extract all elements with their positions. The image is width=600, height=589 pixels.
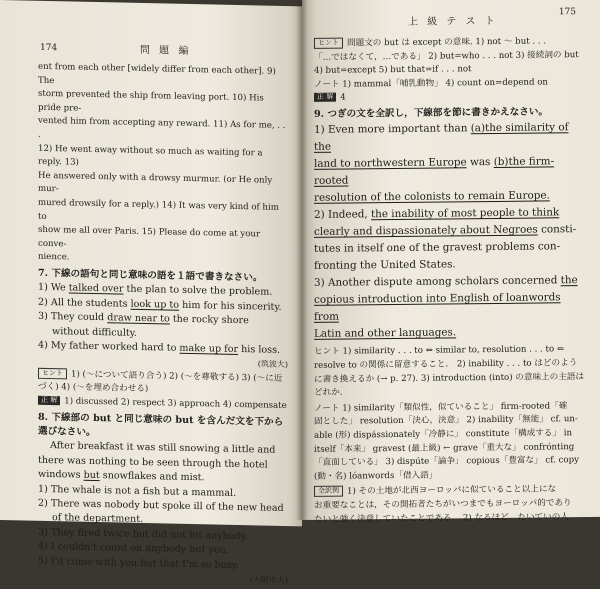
- text-line: itself「本来」 gravest (最上級) ← grave「重大な」 confrónting: [314, 441, 575, 455]
- question-9-line: resolution of the colonists to remain Europe.: [314, 189, 550, 205]
- answer-block: 正 解 1) discussed 2) respect 3) approach 4) compensate: [38, 395, 288, 414]
- text-line: (動・名) lóanwords「借入語」: [314, 470, 438, 482]
- question-8-item: 3) They fired twice but did not hit anybody.: [38, 526, 248, 542]
- question-7-title: 7. 下線の語句と同じ意味の語を１語で書きなさい。: [38, 267, 263, 284]
- right-page: [302, 0, 600, 525]
- text-line: 問題文の but は except の意味. 1) not ～ but . . .: [347, 36, 547, 49]
- translation-block: [314, 483, 586, 527]
- answer-label: 正 解: [314, 93, 336, 102]
- question-9-line: 1) Even more important than (a)the similarity of the: [314, 121, 569, 154]
- page-number-right: 175: [558, 7, 576, 18]
- text-line: たいと強く決意していたことである． 2) なるほど，たいていの人: [314, 511, 569, 525]
- question-7-item: 2) All the students look up to him for his sincerity.: [38, 296, 282, 313]
- continued-answers: [38, 61, 288, 270]
- question-7-item: 3) They could draw near to the rocky shore without difficulty.: [38, 310, 249, 339]
- text-line: 固とした」 resolution「決心，決意」 2) inability「無能」 cf. un-: [314, 414, 578, 428]
- text-line: vented him from accepting any reward. 11) As for me, . . .: [38, 116, 286, 140]
- text-line: He answered only with a drowsy murmur. (or He only mur-: [38, 170, 273, 195]
- left-body: [38, 61, 288, 589]
- text-line: able (形) dispássionately「冷静に」 constitute「構成する」 in: [314, 428, 572, 441]
- source-note: (大阪市大): [249, 575, 288, 586]
- question-9-line: 2) Indeed, the inability of most people to think: [314, 206, 560, 222]
- answer-block: 正 解 4: [314, 89, 586, 105]
- question-8-item: 4) I couldn't count on anybody but you.: [38, 540, 229, 556]
- text-line: どれか.: [314, 387, 343, 399]
- text-line: お重要なことは，その開拓者たちがいつまでもヨーロッパ的であり: [314, 498, 572, 511]
- text-line: ノート 1) mammal「哺乳動物」 4) count on=depend on: [314, 77, 548, 90]
- question-7-item: 1) We talked over the plan to solve the problem.: [38, 282, 273, 299]
- question-9-line: Latin and other languages.: [314, 326, 457, 341]
- running-head-right: 上 級 テ ス ト: [408, 15, 498, 28]
- text-line: nience.: [38, 252, 70, 263]
- question-9-line: clearly and dispassionately about Negroes consti-: [314, 223, 577, 239]
- running-head-left: 問 題 編: [140, 44, 192, 58]
- note-block: [314, 400, 586, 484]
- question-8-title: 8. 下線部の but と同じ意味の but を含んだ文を下から選びなさい。: [38, 411, 284, 438]
- question-8-item: 1) The whale is not a fish but a mammal.: [38, 483, 237, 499]
- question-9-line: fronting the United States.: [314, 258, 456, 273]
- question-9-title: 9. つぎの文を全訳し，下線部を節に書きかえなさい。: [314, 106, 549, 120]
- question-9-line: 3) Another dispute among scholars concerned the: [314, 274, 578, 290]
- question-9-line: tutes in itself one of the gravest problems con-: [314, 240, 561, 256]
- question-7-item: 4) My father worked hard to make up for his loss.: [38, 339, 281, 356]
- text-line: 「…ではなくて，…である」 2) but=who . . . not 3) 接続詞の but: [314, 49, 579, 63]
- text-line: ノート 1) similarity「類似性，似ていること」 firm-rooted「確: [314, 400, 568, 414]
- question-8-item: 5) I'd come with you but that I'm so busy.: [38, 555, 239, 571]
- question-9-line: land to northwestern Europe was (b)the firm-rooted: [314, 155, 555, 188]
- hint-block: [314, 35, 586, 92]
- answer-label: 正 解: [38, 396, 60, 405]
- text-line: 「直面している」 3) dispúte「論争」 copious「豊富な」 cf. copy: [314, 455, 579, 468]
- text-line: 1) その土地が北西ヨーロッパに似ていること以上にな: [347, 484, 557, 497]
- hint-block: ヒント 1) (～について語り合う) 2) (～を尊敬する) 3) (～に近づく) 4) (～を埋め合わせる): [38, 368, 283, 395]
- text-line: に書き換えるか (→ p. 27). 3) introduction (into) の意味上の主語は: [314, 371, 585, 385]
- text-line: storm prevented the ship from leaving port. 10) His pride pre-: [38, 88, 264, 114]
- text-line: resolve to の関係に留意すること． 2) inability . . . to はどのよう: [314, 358, 578, 371]
- right-body: [314, 35, 586, 527]
- text-line: 12) He went away without so much as waiting for a reply. 13): [38, 143, 263, 168]
- question-9-line: copious introduction into English of loanwords from: [314, 291, 561, 324]
- question-8-item: 2) There was nobody but spoke ill of the new head of the department.: [38, 497, 284, 526]
- page-number-left: 174: [40, 42, 58, 54]
- text-line: ヒント 1) similarity . . . to ⇐ similar to, resolution . . . to ⇐: [314, 344, 565, 358]
- question-9-text: [314, 119, 586, 343]
- text-line: mured drowsily for a reply.) 14) It was very kind of him to: [38, 197, 279, 222]
- hint-label: ヒント: [314, 38, 343, 49]
- question-8-passage: After breakfast it was still snowing a little and there was nothing to be seen through the hotel windows but snowflakes and mist.: [38, 440, 276, 484]
- hint-label: ヒント: [38, 368, 67, 380]
- translation-label: 全訳例: [314, 486, 343, 497]
- text-line: 4) but=except 5) but that=if . . . not: [314, 64, 472, 77]
- text-line: show me all over Paris. 15) Please do come at your conve-: [38, 224, 261, 250]
- hint-block-2: [314, 343, 586, 400]
- source-note: (筑波大): [257, 359, 288, 370]
- text-line: ent from each other [widely differ from each other]. 9) The: [38, 61, 276, 86]
